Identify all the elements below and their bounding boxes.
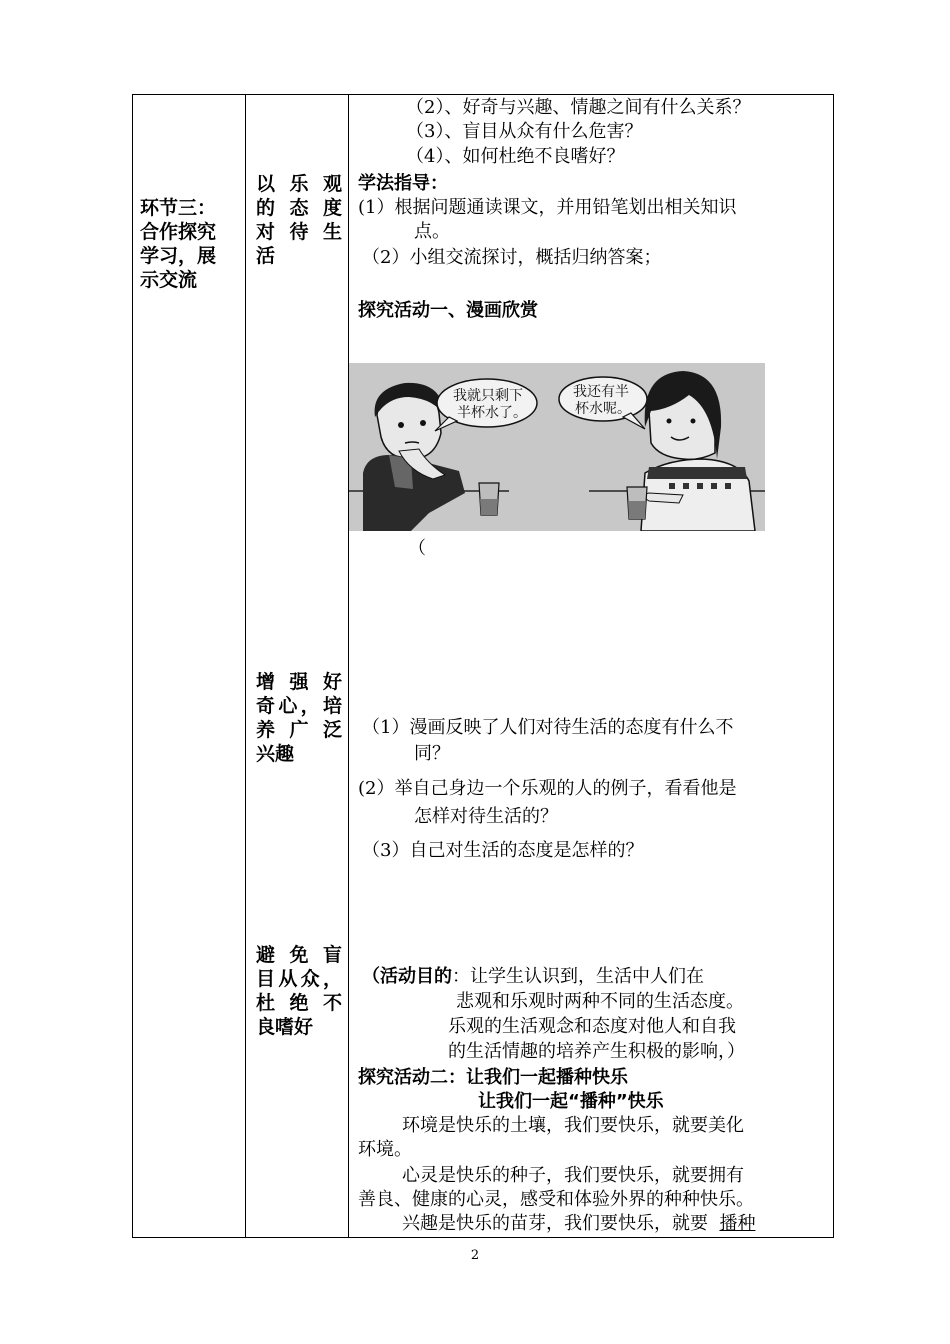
topic-line: 对 待 生 — [256, 221, 342, 243]
topic-conformity — [256, 943, 342, 1039]
question-2: （2）、好奇与兴趣、情趣之间有什么关系？ — [406, 97, 751, 118]
topic-optimism — [256, 172, 342, 268]
topic-line: 养 广 泛 — [256, 719, 342, 741]
open-paren: （ — [408, 538, 426, 559]
stage-line: 学习，展 — [140, 245, 217, 267]
column-divider-1 — [245, 94, 246, 1238]
activity-purpose — [362, 965, 832, 989]
question-4: （4）、如何杜绝不良嗜好？ — [406, 146, 625, 167]
bubble-left-line2: 半杯水了。 — [457, 405, 527, 421]
stage-line: 环节三： — [140, 197, 217, 219]
cartoon-question-3: （3）自己对生活的态度是怎样的？ — [362, 840, 644, 861]
topic-line: 避 免 盲 — [256, 944, 342, 966]
topic-line: 目从众， — [256, 968, 342, 990]
purpose-line-2: 悲观和乐观时两种不同的生活态度。 — [456, 991, 744, 1012]
activity2-subtitle: 让我们一起“播种”快乐 — [478, 1091, 664, 1112]
cartoon-question-2-cont: 怎样对待生活的？ — [414, 806, 558, 827]
column-divider-2 — [348, 94, 349, 1238]
bubble-left-line1: 我就只剩下 — [453, 388, 523, 404]
activity2-para1: 环境是快乐的土壤，我们要快乐，就要美化 — [402, 1115, 744, 1136]
activity1-title: 探究活动一、漫画欣赏 — [358, 300, 538, 321]
para3-text: 兴趣是快乐的苗芽，我们要快乐，就要 — [402, 1213, 708, 1234]
topic-line: 以 乐 观 — [256, 173, 342, 195]
method-item-1-cont: 点。 — [414, 221, 450, 242]
activity2-para2: 心灵是快乐的种子，我们要快乐，就要拥有 — [402, 1165, 744, 1186]
topic-line: 活 — [256, 245, 276, 267]
method-item-2: （2）小组交流探讨，概括归纳答案； — [362, 247, 662, 268]
purpose-line-4: 的生活情趣的培养产生积极的影响，） — [448, 1041, 745, 1062]
cartoon-question-1-cont: 同？ — [414, 743, 450, 764]
topic-line: 奇心，培 — [256, 695, 342, 717]
purpose-text: ：让学生认识到，生活中人们在 — [452, 966, 704, 987]
activity2-para3 — [402, 1212, 872, 1236]
cartoon-question-1: （1）漫画反映了人们对待生活的态度有什么不 — [362, 717, 734, 738]
activity2-para1-cont: 环境。 — [358, 1139, 412, 1160]
cartoon-drawing — [349, 363, 765, 531]
question-3: （3）、盲目从众有什么危害？ — [406, 121, 643, 142]
method-title: 学法指导： — [358, 173, 448, 194]
topic-line: 良嗜好 — [256, 1016, 314, 1038]
method-item-1: (1）根据问题通读课文，并用铅笔划出相关知识 — [358, 197, 737, 218]
activity2-title: 探究活动二：让我们一起播种快乐 — [358, 1067, 628, 1088]
bubble-right-line2: 杯水呢。 — [575, 401, 631, 417]
stage-line: 示交流 — [140, 269, 198, 291]
activity2-para2-cont: 善良、健康的心灵，感受和体验外界的种种快乐。 — [358, 1189, 754, 1210]
topic-line: 的 态 度 — [256, 197, 342, 219]
purpose-label: （活动目的 — [362, 966, 452, 987]
cartoon-half-glass-image — [349, 363, 765, 531]
cartoon-question-2: (2）举自己身边一个乐观的人的例子，看看他是 — [358, 778, 737, 799]
page-number: 2 — [470, 1248, 480, 1263]
para3-underlined: 播种 — [719, 1213, 756, 1234]
topic-line: 兴趣 — [256, 743, 295, 765]
topic-line: 增 强 好 — [256, 671, 342, 693]
topic-line: 杜 绝 不 — [256, 992, 342, 1014]
topic-curiosity — [256, 670, 342, 766]
bubble-right-line1: 我还有半 — [573, 384, 629, 400]
stage-cell — [140, 196, 240, 292]
stage-line: 合作探究 — [140, 221, 217, 243]
purpose-line-3: 乐观的生活观念和态度对他人和自我 — [448, 1016, 736, 1037]
